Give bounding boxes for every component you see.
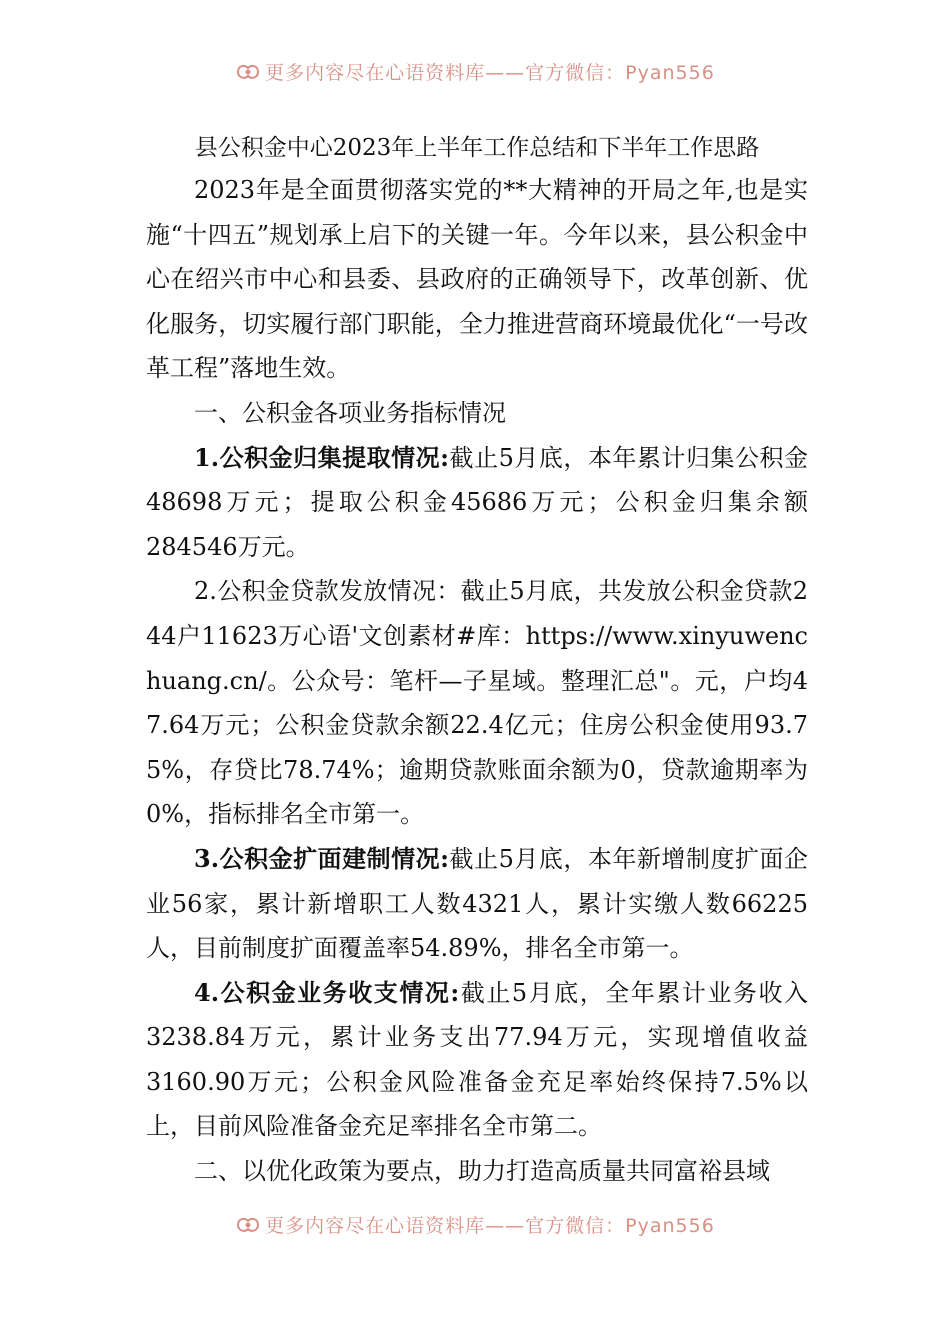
logo-icon — [235, 62, 261, 82]
watermark-bottom — [0, 1211, 950, 1238]
item-label-4: 4.公积金业务收支情况: — [194, 977, 460, 1007]
item-text-4: 截止5月底，全年累计业务收入3238.84万元，累计业务支出77.94万元，实现增值收益3160.90万元；公积金风险准备金充足率始终保持7.5%以上，目前风险准备金充足率排名全市第二。 — [146, 978, 808, 1141]
item-paragraph-3 — [146, 837, 808, 971]
item-label-1: 1.公积金归集提取情况: — [194, 442, 450, 472]
watermark-top — [0, 58, 950, 85]
watermark-text: 更多内容尽在心语资料库——官方微信：Pyan556 — [265, 1215, 715, 1237]
logo-icon — [235, 1215, 261, 1235]
watermark-text: 更多内容尽在心语资料库——官方微信：Pyan556 — [265, 62, 715, 84]
intro-paragraph: 2023年是全面贯彻落实党的**大精神的开局之年,也是实施“十四五”规划承上启下的关键一年。今年以来，县公积金中心在绍兴市中心和县委、县政府的正确领导下，改革创新、优化服务，切实履行部门职能，全力推进营商环境最优化“一号改革工程”落地生效。 — [146, 176, 808, 383]
item-paragraph-2: 2.公积金贷款发放情况：截止5月底，共发放公积金贷款244户11623万心语'文创素材#库：https://www.xinyuwenchuang.cn/。公众号：笔杆—子星域。整理汇总"。元，户均47.64万元；公积金贷款余额22.4亿元；住房公积金使用93.75%，存贷比78.74%；逾期贷款账面余额为0，贷款逾期率为0%，指标排名全市第一。 — [146, 577, 808, 829]
item-text-3: 截止5月底，本年新增制度扩面企业56家，累计新增职工人数4321人，累计实缴人数66225人，目前制度扩面覆盖率54.89%，排名全市第一。 — [146, 844, 808, 963]
item-paragraph-4 — [146, 971, 808, 1149]
item-paragraph-1 — [146, 436, 808, 570]
item-text-1: 截止5月底，本年累计归集公积金48698万元；提取公积金45686万元；公积金归集余额284546万元。 — [146, 443, 808, 561]
document-page — [146, 128, 808, 1194]
document-title: 县公积金中心2023年上半年工作总结和下半年工作思路 — [194, 135, 760, 161]
item-label-3: 3.公积金扩面建制情况: — [194, 843, 450, 873]
section-heading-1: 一、公积金各项业务指标情况 — [194, 398, 506, 427]
section-heading-2: 二、以优化政策为要点，助力打造高质量共同富裕县域 — [194, 1157, 770, 1186]
